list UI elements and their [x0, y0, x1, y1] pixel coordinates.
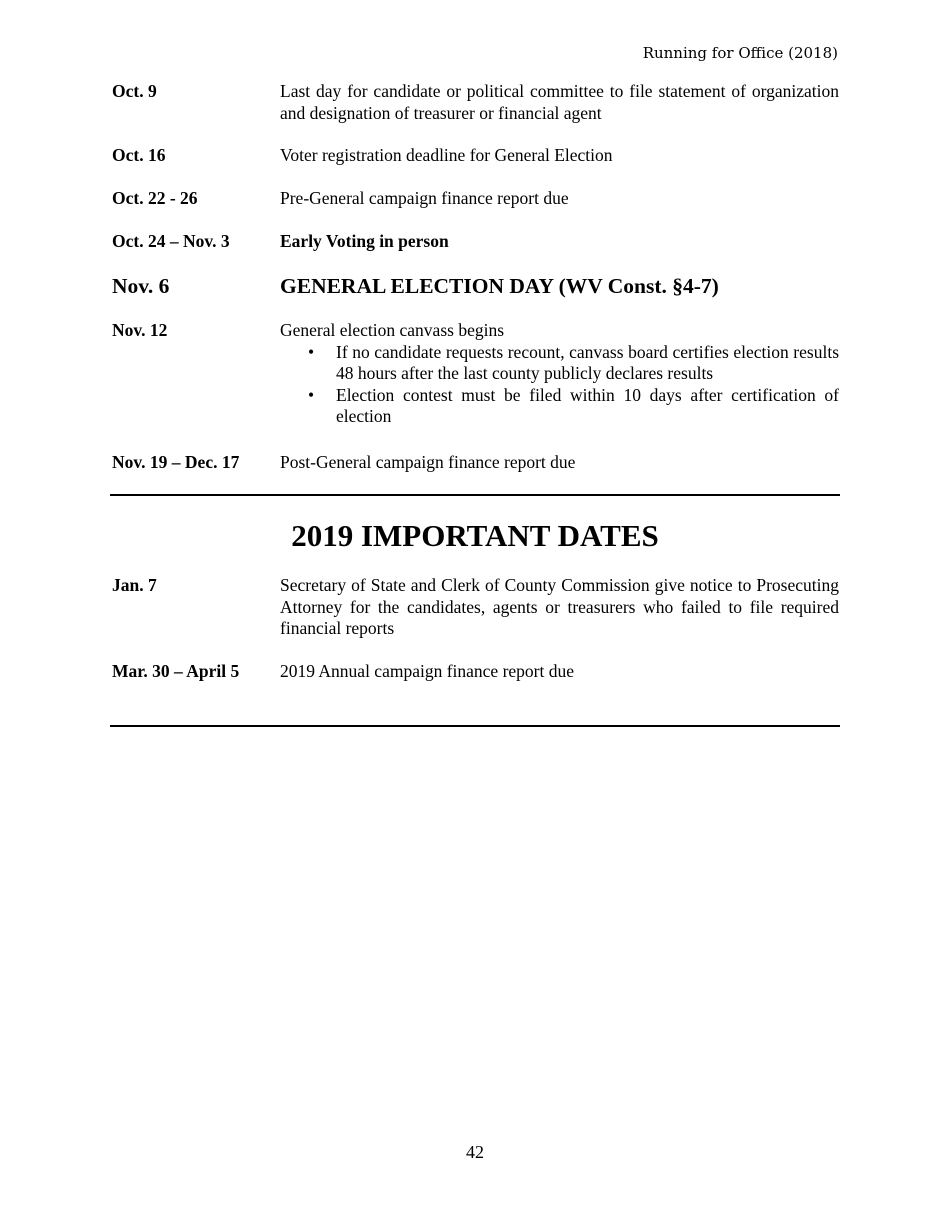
date-row-oct-9 [112, 81, 839, 124]
date-row-annual-report [112, 661, 839, 683]
date-description: Secretary of State and Clerk of County Commission give notice to Prosecuting Attorney for the candidates, agents or treasurers who failed to file required financial reports [280, 575, 839, 638]
date-label: Jan. 7 [112, 575, 157, 595]
date-row-oct-22-26 [112, 188, 839, 210]
date-label: Mar. 30 – April 5 [112, 661, 240, 681]
date-row-general-election-day [112, 273, 839, 299]
date-description: GENERAL ELECTION DAY (WV Const. §4-7) [280, 274, 719, 298]
date-label: Nov. 19 – Dec. 17 [112, 452, 240, 472]
date-description: Early Voting in person [280, 231, 449, 251]
page-number: 42 [466, 1142, 484, 1162]
date-label: Oct. 22 - 26 [112, 188, 198, 208]
running-header: Running for Office (2018) [642, 44, 838, 62]
date-row-early-voting [112, 231, 839, 253]
date-description: Voter registration deadline for General Election [280, 145, 613, 165]
section-title-2019: 2019 IMPORTANT DATES [291, 518, 659, 553]
date-label: Oct. 16 [112, 145, 166, 165]
section-divider [110, 494, 840, 496]
date-description: Last day for candidate or political committee to file statement of organization and designation of treasurer or financial agent [280, 81, 839, 123]
date-description: Pre-General campaign finance report due [280, 188, 569, 208]
date-row-nov-12 [112, 320, 839, 428]
date-description: Post-General campaign finance report due [280, 452, 576, 472]
date-label: Nov. 6 [112, 274, 170, 298]
canvass-bullet-list [280, 342, 839, 428]
date-row-oct-16 [112, 145, 839, 167]
date-row-post-general [112, 452, 839, 474]
section-divider [110, 725, 840, 727]
date-row-jan-7 [112, 575, 839, 640]
date-description [280, 320, 839, 428]
date-label: Oct. 24 – Nov. 3 [112, 231, 230, 251]
date-description: 2019 Annual campaign finance report due [280, 661, 574, 681]
bullet-item: • If no candidate requests recount, canvass board certifies election results 48 hours after the last county publicly declares results [280, 342, 839, 385]
date-label: Oct. 9 [112, 81, 157, 101]
bullet-item: • Election contest must be filed within 10 days after certification of election [280, 385, 839, 428]
canvass-text: General election canvass begins [280, 320, 505, 340]
date-label: Nov. 12 [112, 320, 168, 340]
